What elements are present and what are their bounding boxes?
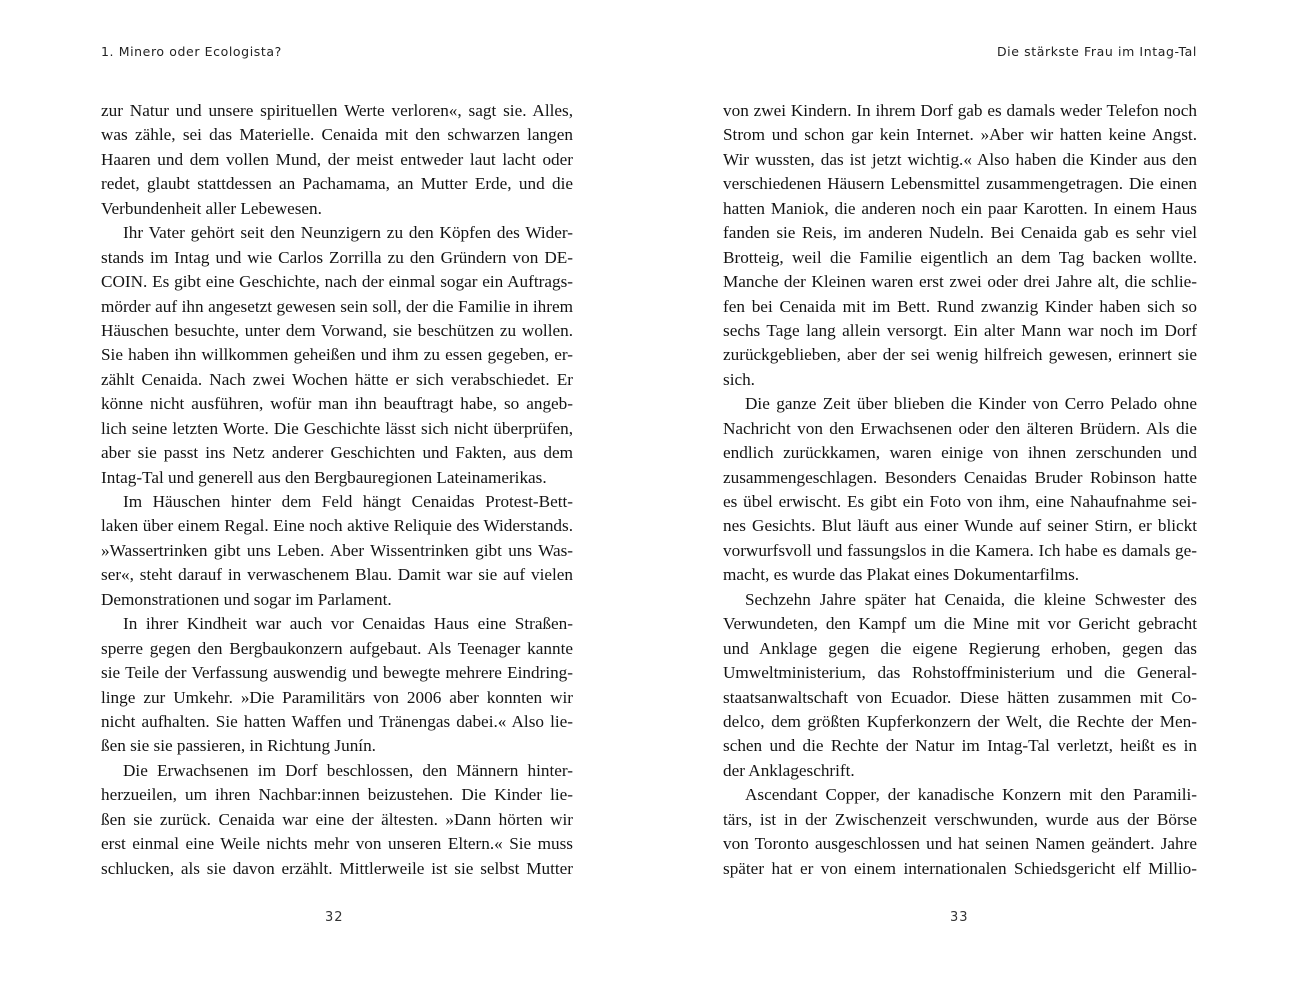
text-line: fanden sie Reis, im anderen Nudeln. Bei Cenaida gab es sehr viel <box>723 223 1197 243</box>
text-line: verschiedenen Häusern Lebensmittel zusammengetragen. Die einen <box>723 174 1197 194</box>
text-line: ßen sie sie passieren, in Richtung Junín. <box>101 736 376 756</box>
text-line: zurückgeblieben, aber der sei wenig hilfreich gewesen, erinnert sie <box>723 345 1197 365</box>
text-line: zur Natur und unsere spirituellen Werte verloren«, sagt sie. Alles, <box>101 101 573 120</box>
text-line: In ihrer Kindheit war auch vor Cenaidas Haus eine Straßen- <box>123 614 573 634</box>
text-line: könne nicht ausführen, wofür man ihn beauftragt habe, so angeb- <box>101 394 573 414</box>
page-number-left: 32 <box>325 910 344 925</box>
text-line: lich seine letzten Worte. Die Geschichte lässt sich nicht überprüfen, <box>101 418 573 438</box>
text-line: erst einmal eine Weile nichts mehr von unseren Eltern.« Sie muss <box>101 834 573 854</box>
text-line: schlucken, als sie davon erzählt. Mittlerweile ist sie selbst Mutter <box>101 858 573 878</box>
text-line: von Toronto ausgeschlossen und hat seinen Namen geändert. Jahre <box>723 834 1197 854</box>
text-line: stands im Intag und wie Carlos Zorrilla zu den Gründern von DE- <box>101 247 573 267</box>
text-line: sechs Tage lang allein versorgt. Ein alter Mann war noch im Dorf <box>723 320 1197 340</box>
text-line: delco, dem größten Kupferkonzern der Welt, die Rechte der Men- <box>723 711 1197 731</box>
text-line: Ascendant Copper, der kanadische Konzern mit den Paramili- <box>745 785 1197 805</box>
text-line: nes Gesichts. Blut läuft aus einer Wunde auf seiner Stirn, er blickt <box>723 516 1197 536</box>
text-line: mörder auf ihn angesetzt gewesen sein soll, der die Familie in ihrem <box>101 296 573 316</box>
text-line: Demonstrationen und sogar im Parlament. <box>101 589 392 609</box>
left-page <box>0 0 647 1000</box>
text-line: tärs, ist in der Zwischenzeit verschwunden, wurde aus der Börse <box>723 809 1197 829</box>
text-line: Die ganze Zeit über blieben die Kinder von Cerro Pelado ohne <box>745 394 1197 414</box>
text-line: fen bei Cenaida mit im Bett. Rund zwanzig Kinder haben sich so <box>723 296 1197 316</box>
text-line: redet, glaubt stattdessen an Pachamama, an Mutter Erde, und die <box>101 174 573 194</box>
text-line: vorwurfsvoll und fassungslos in die Kamera. Ich habe es damals ge- <box>723 540 1197 560</box>
text-line: aber sie passt ins Netz anderer Geschichten und Fakten, aus dem <box>101 443 573 463</box>
text-line: nicht aufhalten. Sie hatten Waffen und Tränengas dabei.« Also lie- <box>101 711 573 731</box>
text-line: »Wassertrinken gibt uns Leben. Aber Wissentrinken gibt uns Was- <box>101 540 573 560</box>
text-line: schen und die Rechte der Natur im Intag-Tal verletzt, heißt es in <box>723 736 1197 756</box>
text-line: herzueilen, um ihren Nachbar:innen beizustehen. Die Kinder lie- <box>101 785 573 805</box>
text-line: zusammengeschlagen. Besonders Cenaidas Bruder Robinson hatte <box>723 467 1197 487</box>
text-line: Manche der Kleinen waren erst zwei oder drei Jahre alt, die schlie- <box>723 272 1197 292</box>
text-line: Häuschen besuchte, unter dem Vorwand, sie beschützen zu wollen. <box>101 320 573 340</box>
text-line: Nachricht von den Erwachsenen oder den älteren Brüdern. Als die <box>723 418 1197 438</box>
text-line: ser«, steht darauf in verwaschenem Blau. Damit war sie auf vielen <box>101 565 573 585</box>
text-line: Haaren und dem vollen Mund, der meist entweder laut lacht oder <box>101 149 573 169</box>
text-line: Im Häuschen hinter dem Feld hängt Cenaidas Protest-Bett- <box>123 492 573 511</box>
text-line: hatten Maniok, die anderen noch ein paar Karotten. In einem Haus <box>723 198 1197 218</box>
running-head-left: 1. Minero oder Ecologista? <box>101 44 282 59</box>
text-line: ßen sie zurück. Cenaida war eine der ältesten. »Dann hörten wir <box>101 809 573 829</box>
text-line: Wir wussten, das ist jetzt wichtig.« Also haben die Kinder aus den <box>723 149 1197 169</box>
text-line: Verbundenheit aller Lebewesen. <box>101 198 322 218</box>
text-line: Intag-Tal und generell aus den Bergbauregionen Lateinamerikas. <box>101 467 547 487</box>
text-line: sperre gegen den Bergbaukonzern aufgebaut. Als Teenager kannte <box>101 638 573 658</box>
right-page <box>648 0 1295 1000</box>
text-line: später hat er von einem internationalen Schiedsgericht elf Millio- <box>723 858 1197 878</box>
text-line: Die Erwachsenen im Dorf beschlossen, den Männern hinter- <box>123 760 573 780</box>
text-line: sich. <box>723 369 755 389</box>
body-text-right <box>723 99 1197 881</box>
text-line: zählt Cenaida. Nach zwei Wochen hätte er sich verabschiedet. Er <box>101 369 573 389</box>
text-line: Strom und schon gar kein Internet. »Aber wir hatten keine Angst. <box>723 125 1197 145</box>
text-line: von zwei Kindern. In ihrem Dorf gab es damals weder Telefon noch <box>723 101 1197 120</box>
text-line: Sie haben ihn willkommen geheißen und ihm zu essen gegeben, er- <box>101 345 573 365</box>
text-line: laken über einem Regal. Eine noch aktive Reliquie des Widerstands. <box>101 516 573 536</box>
text-line: und Anklage gegen die eigene Regierung erhoben, gegen das <box>723 638 1197 658</box>
running-head-right: Die stärkste Frau im Intag-Tal <box>996 44 1197 59</box>
text-line: der Anklageschrift. <box>723 760 855 780</box>
body-text-left <box>101 99 573 881</box>
text-line: sie Teile der Verfassung auswendig und bewegte mehrere Eindring- <box>101 663 573 683</box>
text-line: was zähle, sei das Materielle. Cenaida mit den schwarzen langen <box>101 125 573 145</box>
text-line: endlich zurückkamen, waren einige von ihnen zerschunden und <box>723 443 1197 463</box>
text-line: Brotteig, weil die Familie eigentlich an dem Tag backen wollte. <box>723 247 1197 267</box>
text-line: Sechzehn Jahre später hat Cenaida, die kleine Schwester des <box>745 589 1197 609</box>
text-line: Ihr Vater gehört seit den Neunzigern zu den Köpfen des Wider- <box>123 223 573 243</box>
text-line: macht, es wurde das Plakat eines Dokumentarfilms. <box>723 565 1080 585</box>
text-line: COIN. Es gibt eine Geschichte, nach der einmal sogar ein Auftrags- <box>101 272 573 292</box>
text-line: linge zur Umkehr. »Die Paramilitärs von 2006 aber konnten wir <box>101 687 573 707</box>
text-line: es übel erwischt. Es gibt ein Foto von ihm, eine Nahaufnahme sei- <box>723 492 1197 511</box>
text-line: Verwundeten, den Kampf um die Mine mit vor Gericht gebracht <box>723 614 1197 634</box>
text-line: staatsanwaltschaft von Ecuador. Diese hätten zusammen mit Co- <box>723 687 1197 707</box>
page-number-right: 33 <box>950 910 969 925</box>
text-line: Umweltministerium, das Rohstoffministerium und die General- <box>723 663 1197 683</box>
